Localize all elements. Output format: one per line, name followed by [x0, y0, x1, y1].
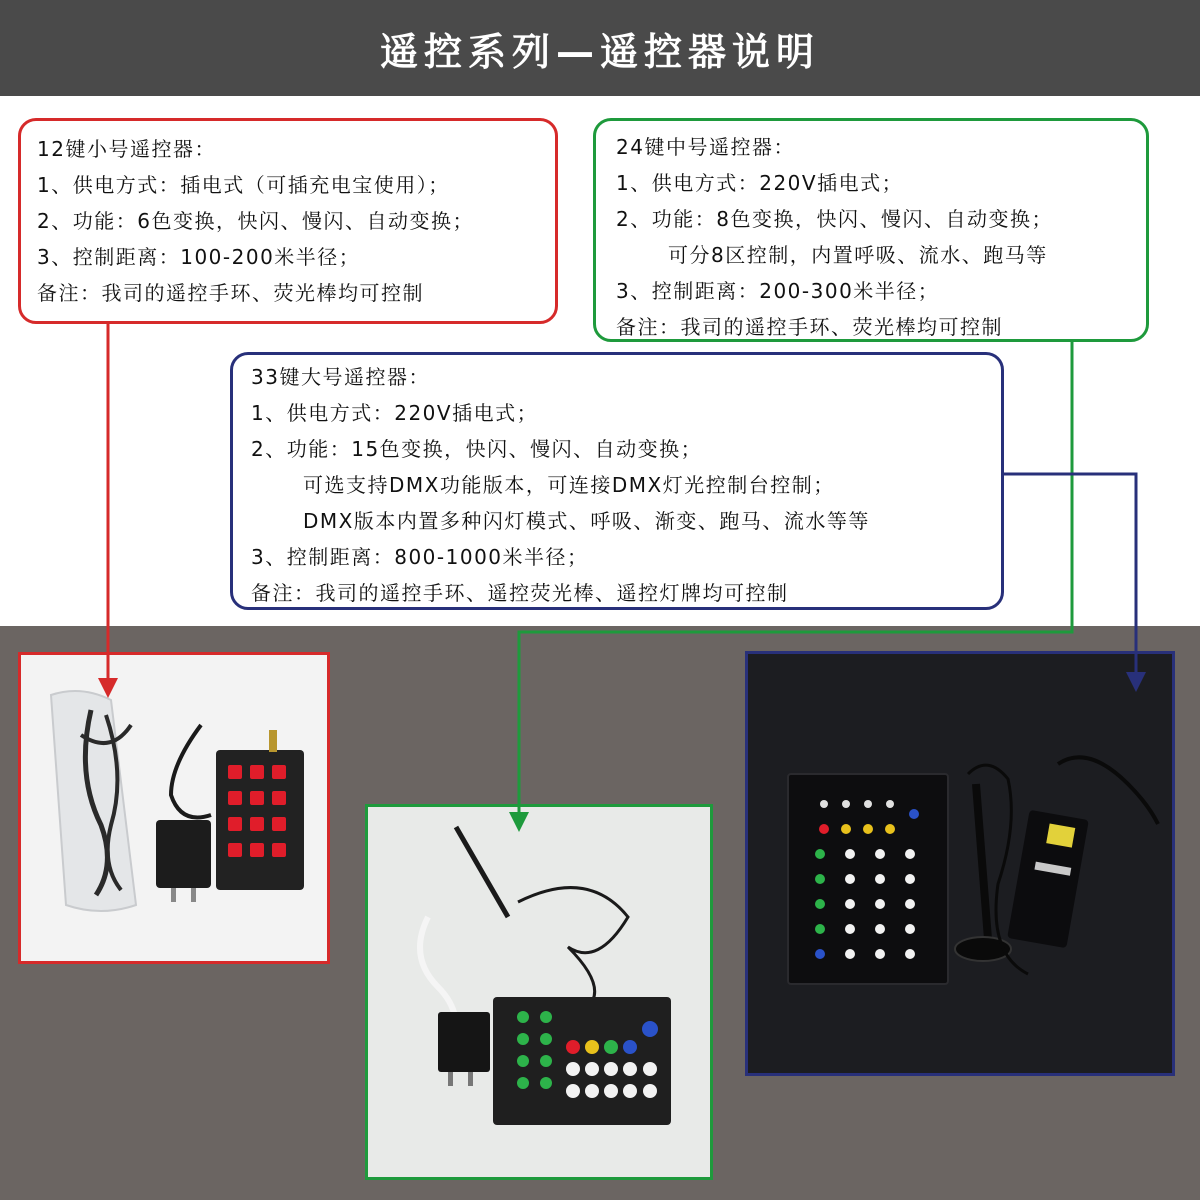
- spec-line: DMX版本内置多种闪灯模式、呼吸、渐变、跑马、流水等等: [303, 509, 870, 533]
- spec-box-33-key: [230, 352, 1004, 610]
- spec-box-24-key: [593, 118, 1149, 342]
- spec-note: 备注：我司的遥控手环、荧光棒均可控制: [616, 315, 1003, 339]
- spec-title: 24键中号遥控器：: [616, 135, 795, 159]
- remote-33-illustration: [748, 654, 1172, 1073]
- spec-line: 1、供电方式：220V插电式；: [251, 401, 539, 425]
- photo-12-key-remote: [18, 652, 330, 964]
- photo-24-key-remote: [365, 804, 713, 1180]
- spec-line: 1、供电方式：220V插电式；: [616, 171, 904, 195]
- spec-title: 12键小号遥控器：: [37, 137, 216, 161]
- spec-line: 2、功能：6色变换，快闪、慢闪、自动变换；: [37, 209, 474, 233]
- spec-line: 可分8区控制，内置呼吸、流水、跑马等: [668, 243, 1048, 267]
- spec-line: 3、控制距离：200-300米半径；: [616, 279, 940, 303]
- spec-line: 3、控制距离：800-1000米半径；: [251, 545, 589, 569]
- spec-line: 2、功能：15色变换，快闪、慢闪、自动变换；: [251, 437, 703, 461]
- spec-line: 2、功能：8色变换，快闪、慢闪、自动变换；: [616, 207, 1053, 231]
- photo-33-key-remote: [745, 651, 1175, 1076]
- remote-24-illustration: [368, 807, 710, 1177]
- spec-line: 1、供电方式：插电式（可插充电宝使用）；: [37, 173, 450, 197]
- spec-note: 备注：我司的遥控手环、遥控荧光棒、遥控灯牌均可控制: [251, 581, 789, 605]
- spec-note: 备注：我司的遥控手环、荧光棒均可控制: [37, 281, 424, 305]
- spec-line: 3、控制距离：100-200米半径；: [37, 245, 361, 269]
- spec-title: 33键大号遥控器：: [251, 365, 430, 389]
- page-title: 遥控系列—遥控器说明: [0, 0, 1200, 96]
- spec-line: 可选支持DMX功能版本，可连接DMX灯光控制台控制；: [303, 473, 835, 497]
- remote-12-illustration: [21, 655, 327, 961]
- spec-box-12-key: [18, 118, 558, 324]
